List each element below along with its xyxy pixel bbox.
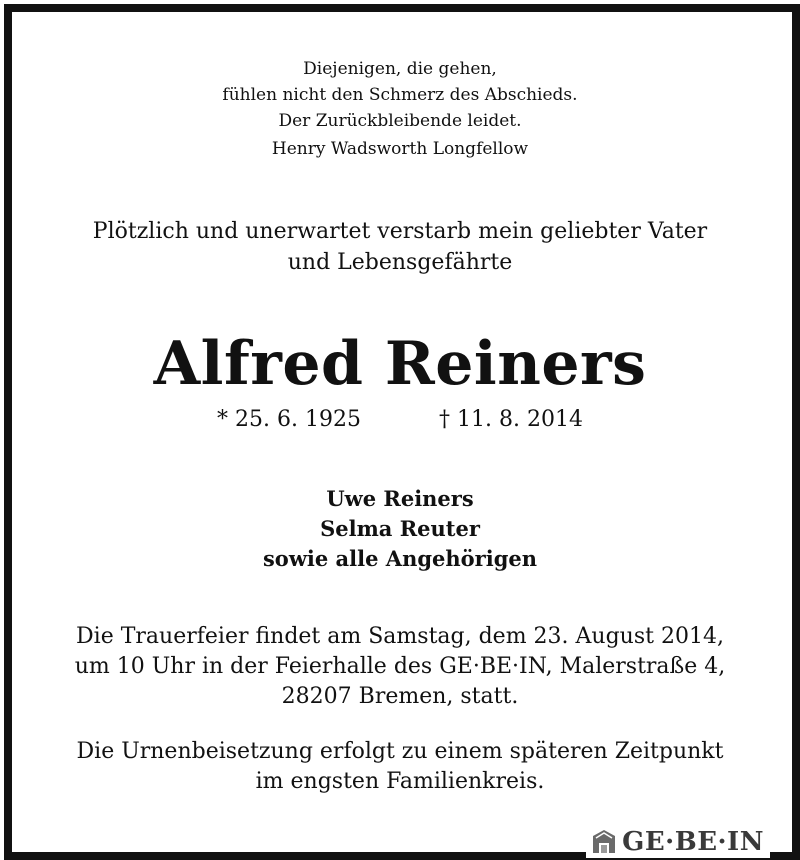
intro-line: und Lebensgefährte bbox=[287, 250, 513, 275]
gebein-logo bbox=[586, 826, 770, 858]
intro-text bbox=[0, 216, 800, 278]
deceased-name: Alfred Reiners bbox=[153, 329, 647, 399]
urn-line: Die Urnenbeisetzung erfolgt zu einem späteren Zeitpunkt bbox=[76, 739, 724, 764]
funeral-line: Die Trauerfeier findet am Samstag, dem 23. August 2014, bbox=[76, 624, 724, 649]
birth-date: * 25. 6. 1925 bbox=[217, 407, 361, 432]
funeral-line: um 10 Uhr in der Feierhalle des GE·BE·IN, Malerstraße 4, bbox=[74, 654, 726, 679]
life-dates bbox=[0, 405, 800, 435]
quote-line: Der Zurückbleibende leidet. bbox=[278, 111, 522, 131]
funeral-line: 28207 Bremen, statt. bbox=[281, 684, 519, 709]
quote-block bbox=[0, 56, 800, 162]
mourners-list bbox=[0, 484, 800, 574]
gebein-logo-icon bbox=[590, 828, 618, 856]
intro-line: Plötzlich und unerwartet verstarb mein geliebter Vater bbox=[92, 219, 708, 244]
quote-line: fühlen nicht den Schmerz des Abschieds. bbox=[222, 85, 578, 105]
death-date: † 11. 8. 2014 bbox=[439, 407, 583, 432]
urn-notice bbox=[0, 737, 800, 797]
mourner-name: Selma Reuter bbox=[320, 516, 480, 541]
quote-line: Diejenigen, die gehen, bbox=[303, 59, 497, 79]
mourner-name: Uwe Reiners bbox=[326, 486, 474, 511]
funeral-notice bbox=[0, 622, 800, 712]
quote-author: Henry Wadsworth Longfellow bbox=[271, 139, 529, 159]
urn-line: im engsten Familienkreis. bbox=[255, 769, 545, 794]
gebein-logo-text: GE·BE·IN bbox=[622, 827, 764, 857]
mourner-name: sowie alle Angehörigen bbox=[262, 546, 538, 571]
